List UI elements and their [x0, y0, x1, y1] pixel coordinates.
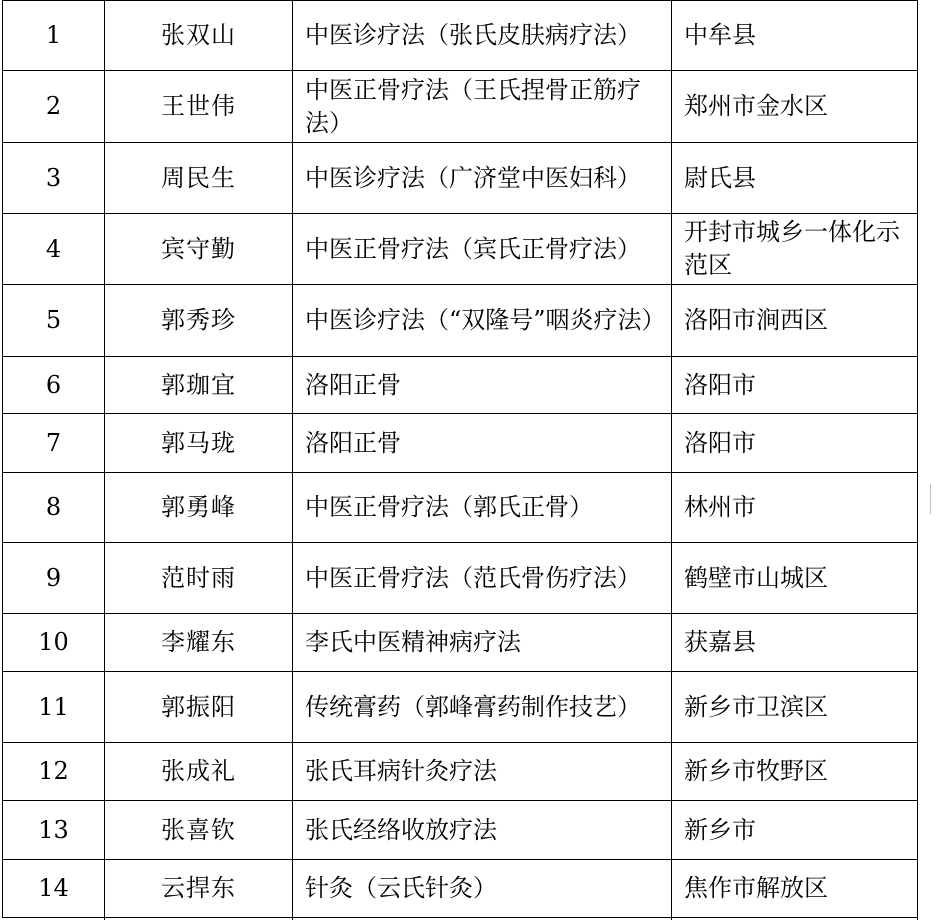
inheritor-name-cell: 郭马珑 — [105, 414, 293, 473]
technique-cell: 中医正骨疗法（郭氏正骨） — [293, 473, 672, 543]
inheritor-name-cell: 张喜钦 — [105, 801, 293, 860]
table-row — [3, 614, 918, 672]
inheritor-name-cell: 郭秀珍 — [105, 285, 293, 357]
table-continuation-line — [104, 914, 105, 920]
row-number-cell: 11 — [3, 672, 105, 743]
location-cell: 新乡市牧野区 — [672, 743, 918, 801]
table-continuation-line — [671, 914, 672, 920]
technique-cell: 中医诊疗法（“双隆号”咽炎疗法） — [293, 285, 672, 357]
location-cell: 洛阳市涧西区 — [672, 285, 918, 357]
row-number-cell: 13 — [3, 801, 105, 860]
row-number-cell: 12 — [3, 743, 105, 801]
inheritor-name-cell: 张双山 — [105, 1, 293, 71]
location-cell: 新乡市卫滨区 — [672, 672, 918, 743]
inheritor-name-cell: 张成礼 — [105, 743, 293, 801]
table-row — [3, 860, 918, 918]
location-cell: 焦作市解放区 — [672, 860, 918, 918]
table-row — [3, 473, 918, 543]
location-cell: 尉氏县 — [672, 143, 918, 214]
technique-cell: 中医正骨疗法（范氏骨伤疗法） — [293, 543, 672, 614]
table-row — [3, 214, 918, 285]
inheritor-name-cell: 郭勇峰 — [105, 473, 293, 543]
technique-cell: 传统膏药（郭峰膏药制作技艺） — [293, 672, 672, 743]
location-cell: 新乡市 — [672, 801, 918, 860]
row-number-cell: 9 — [3, 543, 105, 614]
technique-cell: 中医正骨疗法（宾氏正骨疗法） — [293, 214, 672, 285]
table-continuation-line — [292, 914, 293, 920]
location-cell: 郑州市金水区 — [672, 71, 918, 143]
location-cell: 获嘉县 — [672, 614, 918, 672]
row-number-cell: 5 — [3, 285, 105, 357]
technique-cell: 张氏耳病针灸疗法 — [293, 743, 672, 801]
table-row — [3, 71, 918, 143]
technique-cell: 张氏经络收放疗法 — [293, 801, 672, 860]
inheritor-table-body — [3, 1, 918, 918]
inheritor-name-cell: 李耀东 — [105, 614, 293, 672]
row-number-cell: 14 — [3, 860, 105, 918]
table-row — [3, 285, 918, 357]
table-row — [3, 357, 918, 414]
row-number-cell: 10 — [3, 614, 105, 672]
row-number-cell: 6 — [3, 357, 105, 414]
technique-cell: 洛阳正骨 — [293, 414, 672, 473]
row-number-cell: 7 — [3, 414, 105, 473]
inheritor-name-cell: 宾守勤 — [105, 214, 293, 285]
inheritor-name-cell: 郭珈宜 — [105, 357, 293, 414]
page-edge-mark — [930, 484, 931, 514]
row-number-cell: 3 — [3, 143, 105, 214]
location-cell: 中牟县 — [672, 1, 918, 71]
technique-cell: 洛阳正骨 — [293, 357, 672, 414]
technique-cell: 中医诊疗法（张氏皮肤病疗法） — [293, 1, 672, 71]
inheritor-name-cell: 范时雨 — [105, 543, 293, 614]
table-row — [3, 1, 918, 71]
table-row — [3, 143, 918, 214]
inheritor-name-cell: 郭振阳 — [105, 672, 293, 743]
technique-cell: 李氏中医精神病疗法 — [293, 614, 672, 672]
inheritor-name-cell: 云捍东 — [105, 860, 293, 918]
row-number-cell: 1 — [3, 1, 105, 71]
location-cell: 洛阳市 — [672, 414, 918, 473]
inheritor-name-cell: 周民生 — [105, 143, 293, 214]
table-row — [3, 543, 918, 614]
technique-cell: 中医诊疗法（广济堂中医妇科） — [293, 143, 672, 214]
table-row — [3, 672, 918, 743]
inheritor-table — [2, 0, 918, 918]
table-row — [3, 801, 918, 860]
inheritor-name-cell: 王世伟 — [105, 71, 293, 143]
table-row — [3, 414, 918, 473]
table-continuation-line — [917, 914, 918, 920]
row-number-cell: 2 — [3, 71, 105, 143]
technique-cell: 针灸（云氏针灸） — [293, 860, 672, 918]
location-cell: 鹤壁市山城区 — [672, 543, 918, 614]
row-number-cell: 8 — [3, 473, 105, 543]
row-number-cell: 4 — [3, 214, 105, 285]
location-cell: 开封市城乡一体化示范区 — [672, 214, 918, 285]
location-cell: 洛阳市 — [672, 357, 918, 414]
technique-cell: 中医正骨疗法（王氏捏骨正筋疗法） — [293, 71, 672, 143]
location-cell: 林州市 — [672, 473, 918, 543]
table-row — [3, 743, 918, 801]
